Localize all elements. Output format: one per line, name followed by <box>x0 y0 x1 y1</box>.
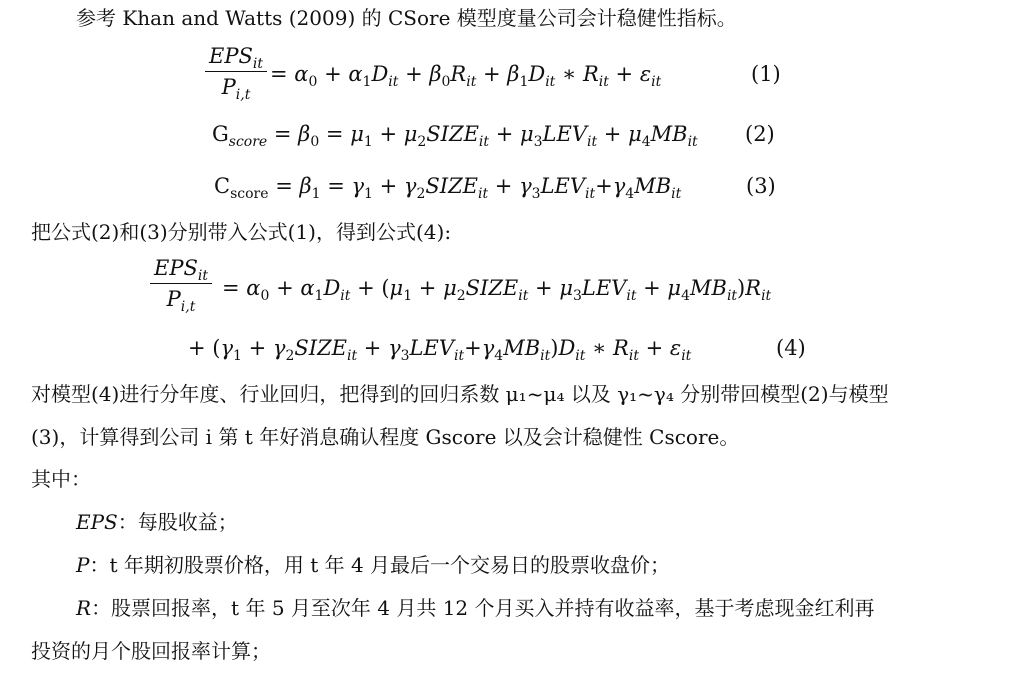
def-eps-text: ：每股收益； <box>117 510 238 534</box>
def-eps-term: EPS <box>76 510 118 534</box>
def-r-text: ：股票回报率，t 年 5 月至次年 4 月共 12 个月买入并持有收益率，基于考虑现金红利再 <box>91 596 875 620</box>
eq3-tag: (3) <box>746 174 776 198</box>
eq4-line1: = $\alpha_0 + \alpha_1D_{it} + (\mu_1$ + $\mu_2SIZE_{it} + \mu_3LEV_{it} + \mu_4MB_{it})R_{it}$ <box>222 276 772 304</box>
eq4-line2: + ($\gamma_1$ + $\gamma_2SIZE_{it} + \gamma_3LEV_{it}+\gamma_4MB_{it})D_{it}$ ∗ $R_{it} + \varepsilon_{it}$ <box>188 336 692 364</box>
eq1-den-sub: i,t <box>235 86 251 103</box>
para1-line2: (3)，计算得到公司 i 第 t 年好消息确认程度 Gscore 以及会计稳健性 Cscore。 <box>31 425 740 449</box>
eq4-fraction: $EPS_{it}$ $P_{i,t}$ <box>150 256 212 311</box>
def-p-text: ：t 年期初股票价格，用 t 年 4 月最后一个交易日的股票收盘价； <box>89 553 671 577</box>
def-r-term: R <box>76 596 92 620</box>
eq2-tag: (2) <box>745 122 775 146</box>
def-continuation: 投资的月个股回报率计算； <box>31 639 271 663</box>
def-eps <box>76 512 238 532</box>
def-p-term: P <box>76 553 90 577</box>
substitute-text: 把公式(2)和(3)分别带入公式(1)，得到公式(4): <box>31 220 452 244</box>
eq1-den: P <box>221 75 236 99</box>
intro-text: 参考 Khan and Watts (2009) 的 CSore 模型度量公司会计稳健性指标。 <box>76 6 737 30</box>
eq1-num-sub: it <box>252 55 263 72</box>
eq1-fraction <box>205 44 267 103</box>
eq1-tag: (1) <box>751 62 781 86</box>
where-label: 其中： <box>31 467 91 491</box>
eq4-tag: (4) <box>776 336 806 360</box>
eq1-rhs: = $\alpha_0 + \alpha_1D_{it} + \beta_0R_{it} + \beta_1D_{it}$ ∗ $R_{it} + \varepsilon_{it}$ <box>270 62 662 90</box>
eq3-formula: $C_{score} = \beta_1 = \gamma_1$ + $\gamma_2SIZE_{it} + \gamma_3LEV_{it}+\gamma_4MB_{it}$ <box>214 174 682 202</box>
def-r <box>76 598 875 618</box>
eq2-formula: $G_{score} = \beta_0 = \mu_1$ + $\mu_2SIZE_{it} + \mu_3LEV_{it} + \mu_4MB_{it}$ <box>212 122 698 150</box>
para1-line1: 对模型(4)进行分年度、行业回归，把得到的回归系数 μ₁~μ₄ 以及 γ₁~γ₄ 分别带回模型(2)与模型 <box>31 382 889 406</box>
eq1-num: EPS <box>209 44 253 68</box>
def-p <box>76 555 670 575</box>
